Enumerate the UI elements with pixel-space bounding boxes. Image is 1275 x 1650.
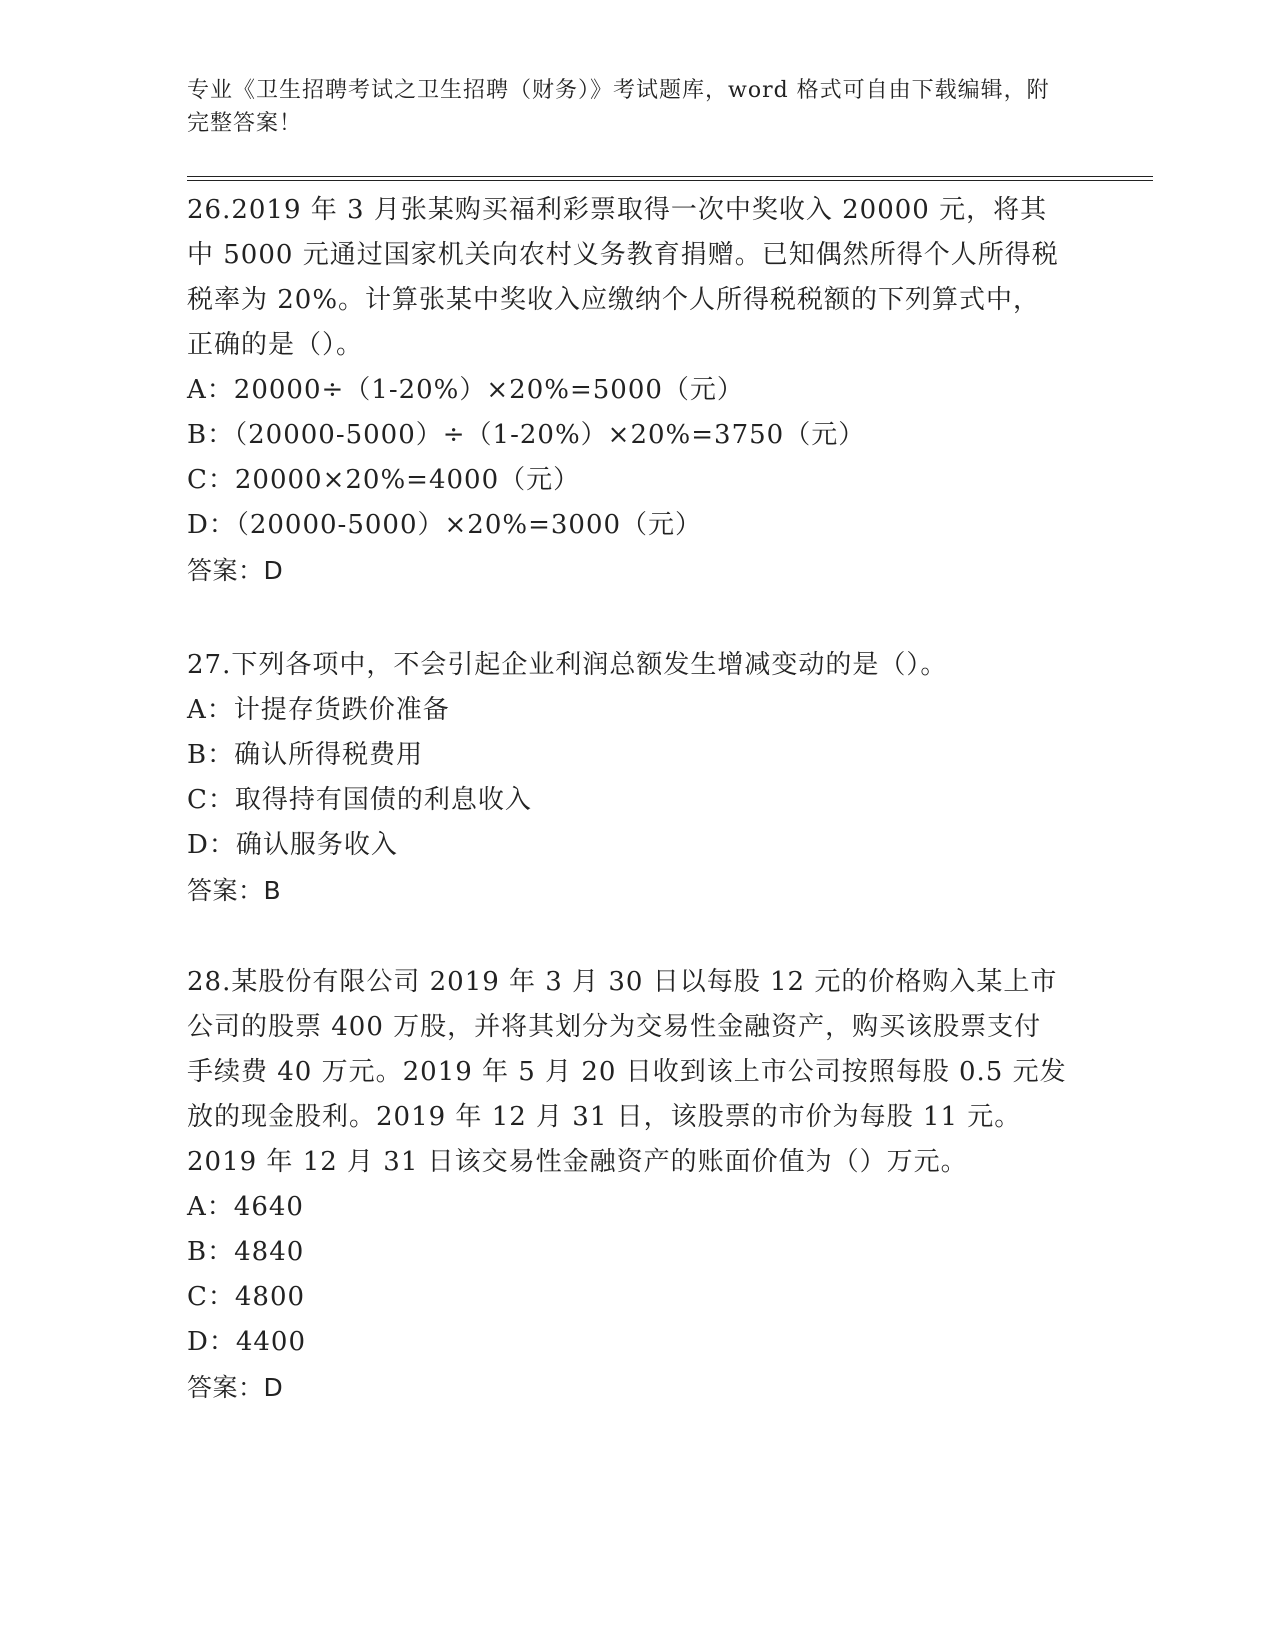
header-divider-bottom — [187, 180, 1153, 181]
header-divider-top — [187, 176, 1153, 177]
option-c: C：4800 — [187, 1282, 306, 1312]
question-28 — [187, 960, 1067, 1410]
question-stem: 26.2019 年 3 月张某购买福利彩票取得一次中奖收入 20000 元，将其中 5000 元通过国家机关向农村义务教育捐赠。已知偶然所得个人所得税税率为 20%。计算张某中奖收入应缴纳个人所得税税额的下列算式中，正确的是（）。 — [187, 195, 1059, 360]
answer: 答案：B — [187, 876, 282, 905]
question-27 — [187, 643, 1067, 913]
option-a: A：4640 — [187, 1192, 304, 1222]
document-header: 专业《卫生招聘考试之卫生招聘（财务）》考试题库，word 格式可自由下载编辑，附完整答案！ — [187, 78, 1050, 136]
option-c: C：20000×20%=4000（元） — [187, 465, 581, 495]
option-a: A：20000÷（1-20%）×20%=5000（元） — [187, 375, 744, 405]
question-stem: 27.下列各项中，不会引起企业利润总额发生增减变动的是（）。 — [187, 650, 948, 680]
option-d: D：4400 — [187, 1327, 307, 1357]
option-a: A：计提存货跌价准备 — [187, 695, 450, 725]
question-26 — [187, 188, 1067, 593]
answer: 答案：D — [187, 1373, 284, 1402]
option-d: D：（20000-5000）×20%=3000（元） — [187, 510, 703, 540]
option-c: C：取得持有国债的利息收入 — [187, 785, 532, 815]
question-stem: 28.某股份有限公司 2019 年 3 月 30 日以每股 12 元的价格购入某上市公司的股票 400 万股，并将其划分为交易性金融资产，购买该股票支付手续费 40 万元。2019 年 5 月 20 日收到该上市公司按照每股 0.5 元发放的现金股利。2019 年 12 月 31 日，该股票的市价为每股 11 元。2019 年 12 月 31 日该交易性金融资产的账面价值为（）万元。 — [187, 967, 1067, 1177]
answer: 答案：D — [187, 556, 284, 585]
option-b: B：确认所得税费用 — [187, 740, 424, 770]
option-d: D：确认服务收入 — [187, 830, 398, 860]
option-b: B：（20000-5000）÷（1-20%）×20%=3750（元） — [187, 420, 866, 450]
option-b: B：4840 — [187, 1237, 305, 1267]
